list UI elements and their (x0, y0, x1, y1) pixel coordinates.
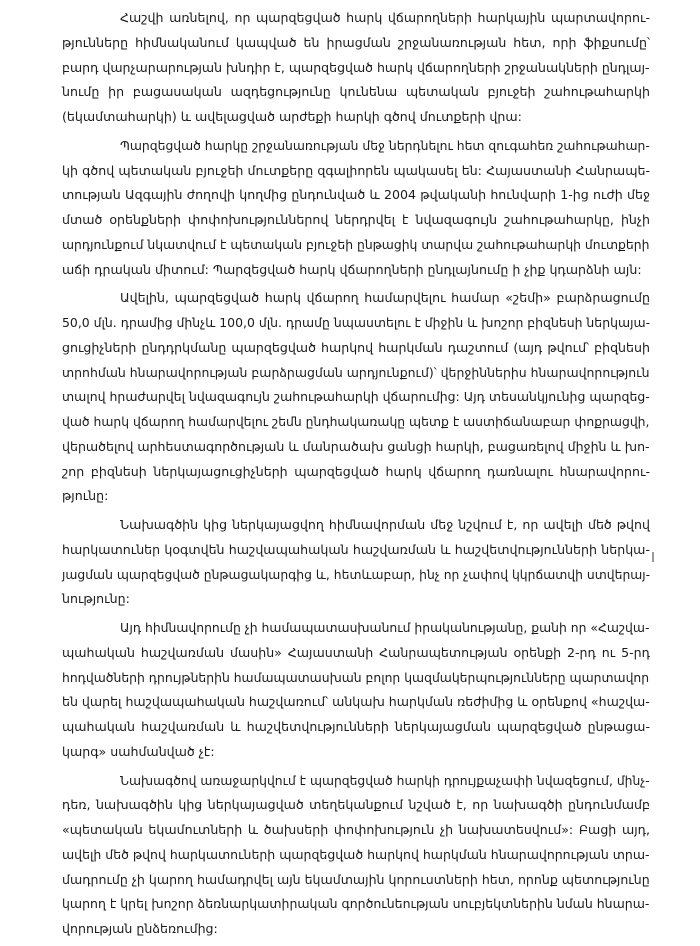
text-line: «պետական եկամուտների և ծախսերի փոփոխություն չի նախատեսվում»: Բացի այդ, (62, 822, 650, 837)
text-line: աճի դրական միտում: Պարզեցված հարկ վճարողների ընդլայնումը ի չիք կդարձնի այն: (62, 261, 642, 277)
text-line: տության Ազգային ժողովի կողմից ընդունված և 2004 թվականի հունվարի 1-ից ուժի մեջ (62, 187, 650, 203)
text-line: թյունը: (62, 488, 109, 504)
text-line: հոդվածների դրույթներին համապատասխան բոլոր կազմակերպությունները պարտավոր (62, 669, 650, 685)
text-line: (եկամտահարկի) և ավելացված արժեքի հարկի գծով մուտքերի վրա: (62, 109, 522, 124)
text-line: դեռ, նախագծին կից ներկայացված տեղեկանքում նշված է, որ նախագծի ընդունմամբ (62, 797, 650, 813)
text-line: հարկատուներ կօգտվեն հաշվապահական հաշվառման և հաշվետվությունների ներկա- (62, 541, 650, 557)
text-line: Հաշվի առնելով, որ պարզեցված հարկ վճարողների հարկային պարտավորու- (120, 10, 650, 25)
text-line: տրոհման հնարավորության բարձրացման արդյունքում)՝ վերջիններիս հնարավորություն (62, 364, 650, 380)
text-line: կարող է կրել խոշոր ձեռնարկատիրական գործունեության սուբյեկտներին նման հնարա- (62, 896, 650, 912)
document-body (62, 6, 650, 946)
text-line: վորության ընձեռումից: (62, 921, 218, 936)
paragraph-4 (62, 513, 650, 612)
text-line: 50,0 մլն. դրամից մինչև 100,0 մլն. դրամը նպաստելու է միջին և խոշոր բիզնեսի ներկայա- (62, 315, 651, 330)
text-line: տալով հրաժարվել նվազագույն շահութահարկի վճարումից: Այդ տեսանկյունից պարզեց- (62, 389, 650, 405)
text-line: ցուցիչների ընդդրկմանը պարզեցված հարկով հարկման դաշտում (այդ թվում՝ բիզնեսի (62, 339, 650, 355)
text-line: վերածելով արհեստագործության և մանրածախ ցանցի հարկի, բացառելով միջին և խո- (62, 438, 650, 454)
text-line: նումը իր բացասական ազդեցությունը կունենա պետական բյուջեի շահութահարկի (62, 84, 650, 100)
text-line: են վարել հաշվապահական հաշվառում՝ անկախ հարկման ռեժիմից և օրենքով «հաշվա- (62, 694, 650, 710)
text-line: կարգ» սահմանված չէ: (62, 743, 215, 759)
text-line: կի գծով պետական բյուջեի մուտքերը զգալիորեն պակասել են: Հայաստանի Հանրապե- (62, 162, 650, 178)
paragraph-5 (62, 616, 650, 765)
margin-mark (652, 552, 654, 562)
text-line: Պարզեցված հարկը շրջանառության մեջ ներդնելու հետ զուգահեռ շահութահար- (120, 138, 650, 153)
text-line: Ավելին, պարզեցված հարկ վճարող համարվելու համար «շեմի» բարձրացումը (120, 290, 650, 306)
text-line: պահական հաշվառման և հաշվետվությունների ներկայացման պարզեցված ընթացա- (62, 719, 650, 734)
text-line: Այդ հիմնավորումը չի համապատասխանում իրականությանը, քանի որ «Հաշվա- (120, 620, 650, 635)
text-line: պահական հաշվառման մասին» Հայաստանի Հանրապետության օրենքի 2-րդ ու 5-րդ (62, 644, 650, 660)
text-line: շոր բիզնեսի ներկայացուցիչների պարզեցված հարկ վճարող դառնալու հնարավորու- (62, 463, 650, 479)
text-line: արդյունքում նկատվում է պետական բյուջեի ընթացիկ տարվա շահութահարկի մուտքերի (62, 236, 650, 252)
text-line: Նախագծին կից ներկայացվող հիմնավորման մեջ նշվում է, որ ավելի մեծ թվով (120, 517, 650, 532)
paragraph-3 (62, 286, 650, 509)
text-line: Նախագծով առաջարկվում է պարզեցված հարկի դրույքաչափի նվազեցում, մինչ- (120, 773, 650, 788)
text-line: յացման պարզեցված ընթացակարգից և, հետևաբար, ինչ որ չափով կկրճատվի ստվերայ- (62, 567, 651, 582)
text-line: ավելի մեծ թվով հարկատուների պարզեցված հարկով հարկման հնարավորության տրա- (62, 846, 650, 862)
text-line: ված հարկ վճարող համարվելու շեմն ընդհակառակը պետք է աստիճանաբար փոքրացվի, (62, 414, 650, 429)
text-line: թյունները հիմնականում կապված են իրացման շրջանառության հետ, որի ֆիքսումը՝ (62, 34, 650, 50)
paragraph-1 (62, 6, 650, 130)
text-line: բարդ վարչարարության խնդիր է, պարզեցված հարկ վճարողների շրջանակների ընդլայ- (62, 59, 650, 75)
text-line: նությունը: (62, 591, 130, 607)
paragraph-2 (62, 134, 650, 283)
paragraph-6 (62, 769, 650, 942)
text-line: մադրումը չի կարող համադրվել այն եկամտային կորուստների հետ, որոնք պետությունը (62, 871, 650, 887)
text-line: մտած օրենքների փոփոխություններով ներդրվել է նվազագույն շահութահարկը, ինչի (62, 212, 650, 227)
